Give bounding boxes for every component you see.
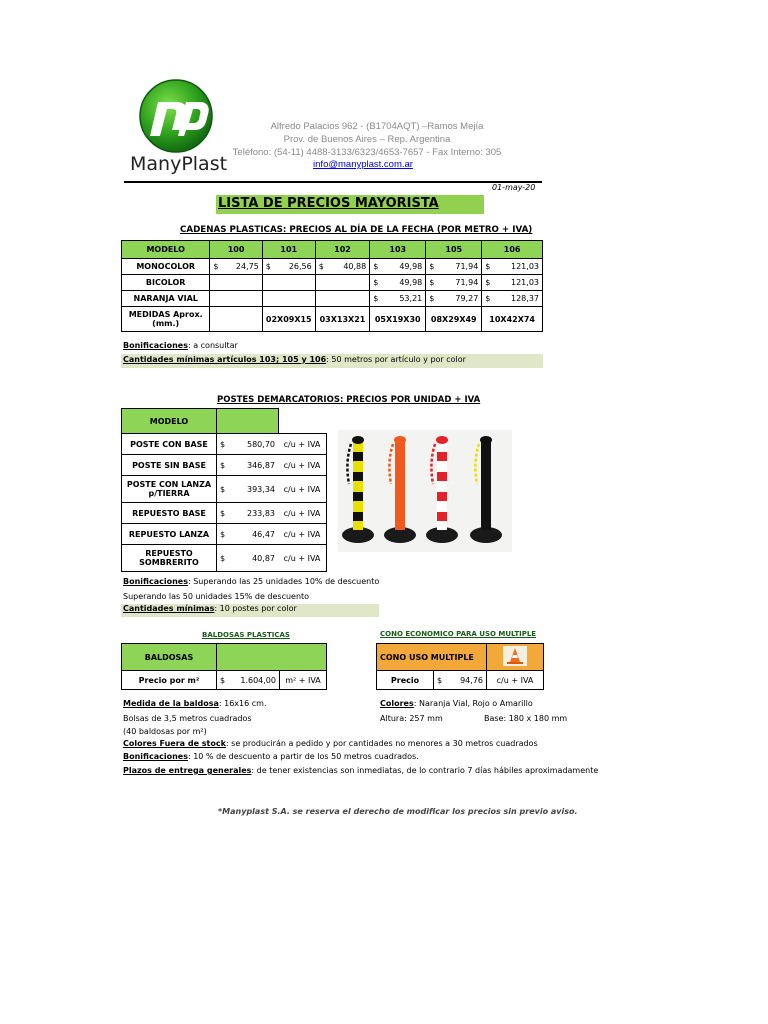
medida-102: 03X13X21 [315,307,369,332]
post-stripe [481,452,491,461]
post-stripe [395,472,405,481]
post-cap [436,436,448,444]
post-stripe [481,492,491,501]
medida-105: 08X29X49 [426,307,482,332]
cadenas-row-label: BICOLOR [122,275,210,291]
postes-header-blank [217,409,279,434]
cadenas-price-cell [482,259,543,275]
cadenas-bonif-label: Bonificaciones [123,341,188,350]
cadenas-header-row [122,241,543,259]
post-stripe [437,452,447,461]
postes-row-label: POSTE CON LANZA p/TIERRA [122,476,217,503]
footer-disclaimer: *Manyplast S.A. se reserva el derecho de modificar los precios sin previo aviso. [218,807,578,816]
post-stripe [481,512,491,521]
date: 01-may-20 [492,183,536,192]
currency-symbol: $ [429,262,435,271]
postes-cant-label: Cantidades mínimas [123,604,215,613]
currency-symbol: $ [485,262,491,271]
header-rule [124,181,542,183]
postes-row-label: REPUESTO BASE [122,503,217,524]
post-stripe [353,512,363,521]
notes-plazos-label: Plazos de entrega generales [123,766,252,775]
cono-price-row [377,671,544,690]
postes-title: POSTES DEMARCATORIOS: PRECIOS POR UNIDAD + IVA [217,395,481,405]
postes-bonif-text: : Superando las 25 unidades 10% de descuento [187,577,380,586]
price-value: 40,88 [343,262,367,271]
notes-altura: Altura: 257 mm [380,714,443,723]
cadenas-table [121,240,543,332]
unit-label: c/u + IVA [278,476,327,503]
baldosas-header-row [122,644,327,671]
cadenas-price-cell [315,259,369,275]
demarcation-posts-icon [338,430,512,552]
cadenas-price-cell [210,259,262,275]
price-value: 53,21 [399,294,423,303]
cadenas-title: CADENAS PLASTICAS: PRECIOS AL DÍA DE LA FECHA (POR METRO + IVA) [180,225,533,235]
currency-symbol: $ [217,503,232,524]
price-value: 26,56 [288,262,312,271]
baldosas-title: BALDOSAS PLASTICAS [202,631,290,639]
cadenas-header-modelo: MODELO [122,241,210,259]
notes-plazos-text: : de tener existencias son inmediatas, de lo contrario 7 días hábiles aproximadamente [251,766,599,775]
postes-header-modelo: MODELO [122,409,217,434]
currency-symbol: $ [217,476,232,503]
currency-symbol: $ [217,545,232,572]
baldosas-row-label: Precio por m² [122,671,217,690]
cadenas-header-105: 105 [426,241,482,259]
post-stripe [437,512,447,521]
currency-symbol: $ [265,262,271,271]
page-title [216,195,484,214]
notes-fuera-label: Colores Fuera de stock [123,739,226,748]
cadenas-medidas-row [122,307,543,332]
notes-medida-label: Medida de la baldosa [123,699,219,708]
cadenas-price-cell [426,259,482,275]
cadenas-price-cell [426,275,482,291]
postes-row-label: REPUESTO SOMBRERITO [122,545,217,572]
cadenas-cant-text: : 50 metros por artículo y por color [326,355,466,364]
cono-cur: $ [434,671,451,690]
price-value: 46,47 [231,524,278,545]
postes-row [122,476,327,503]
cono-title: CONO ECONOMICO PARA USO MULTIPLE [380,630,537,638]
baldosas-unit: m² + IVA [279,671,326,690]
price-value: 233,83 [231,503,278,524]
price-value: 24,75 [235,262,259,271]
cadenas-price-cell [370,259,426,275]
medida-103: 05X19X30 [370,307,426,332]
cadenas-price-cell [482,275,543,291]
baldosas-price: 1.604,00 [233,671,279,690]
cono-price: 94,76 [450,671,487,690]
cadenas-header-100: 100 [210,241,262,259]
currency-symbol: $ [373,262,379,271]
cadenas-price-cell [262,291,315,307]
currency-symbol: $ [217,524,232,545]
baldosas-header: BALDOSAS [122,644,217,671]
cadenas-cant-label: Cantidades mínimas artículos 103; 105 y 106 [123,355,327,364]
header-address: Alfredo Palacios 962 - (B1704AQT) –Ramos Mejía [270,121,484,132]
unit-label: c/u + IVA [278,524,327,545]
postes-bonif-label: Bonificaciones [123,577,188,586]
post-stripe [437,472,447,481]
cono-image-cell [487,644,544,671]
postes-cant-text: : 10 postes por color [214,604,297,613]
price-value: 580,70 [231,434,278,455]
baldosas-table [121,643,327,690]
postes-row-label: POSTE SIN BASE [122,455,217,476]
post-stripe [353,452,363,461]
unit-label: c/u + IVA [278,434,327,455]
price-value: 71,94 [455,262,479,271]
notes-medida-text: : 16x16 cm. [218,699,267,708]
header-phone: Teléfono: (54-11) 4488-3133/6323/4653-7657 - Fax Interno: 305 [232,147,502,158]
notes-colores-label: Colores [380,699,414,708]
price-value: 40,87 [231,545,278,572]
cadenas-price-cell [370,275,426,291]
cadenas-bonificaciones [123,341,238,350]
currency-symbol: $ [485,294,491,303]
price-value: 121,03 [511,262,539,271]
header-email-link[interactable]: info@manyplast.com.ar [313,159,413,170]
postes-row [122,503,327,524]
notes-bonif-text: : 10 % de descuento a partir de los 50 metros cuadrados. [187,752,419,761]
cadenas-header-103: 103 [370,241,426,259]
price-value: 71,94 [455,278,479,287]
post-stripe [437,492,447,501]
post-stripe [395,512,405,521]
cadenas-price-cell [210,275,262,291]
baldosas-price-row [122,671,327,690]
cono-header: CONO USO MULTIPLE [377,644,487,671]
header-province: Prov. de Buenos Aires – Rep. Argentina [283,134,451,145]
post-cap [480,436,492,444]
cadenas-row [122,259,543,275]
postes-row-label: POSTE CON BASE [122,434,217,455]
currency-symbol: $ [318,262,324,271]
cadenas-price-cell [426,291,482,307]
cadenas-header-102: 102 [315,241,369,259]
price-value: 393,34 [231,476,278,503]
notes-fuera-stock [123,739,538,748]
currency-symbol: $ [429,278,435,287]
cono-row-label: Precio [377,671,434,690]
cono-header-row [377,644,544,671]
currency-symbol: $ [213,262,219,271]
postes-product-image [338,430,512,552]
postes-row [122,455,327,476]
notes-fuera-text: : se producirán a pedido y por cantidades no menores a 30 metros cuadrados [225,739,538,748]
post-stripe [481,472,491,481]
notes-baldosas-m2: (40 baldosas por m²) [123,727,207,736]
currency-symbol: $ [373,294,379,303]
currency-symbol: $ [217,455,232,476]
post-stripe [353,492,363,501]
price-value: 79,27 [455,294,479,303]
cadenas-price-cell [315,275,369,291]
postes-header-row [122,409,327,434]
cadenas-price-cell [210,291,262,307]
currency-symbol: $ [217,434,232,455]
notes-medida [123,699,267,708]
notes-base: Base: 180 x 180 mm [484,714,568,723]
cadenas-header-106: 106 [482,241,543,259]
post-stripe [395,492,405,501]
unit-label: c/u + IVA [278,503,327,524]
cadenas-price-cell [482,291,543,307]
cadenas-price-cell [315,291,369,307]
cadenas-row-label: NARANJA VIAL [122,291,210,307]
post-cap [352,436,364,444]
brand-name: ManyPlast [130,153,228,175]
cadenas-price-cell [262,275,315,291]
notes-plazos [123,766,598,775]
baldosas-cur: $ [217,671,234,690]
price-value: 49,98 [399,278,423,287]
medida-100 [210,307,262,332]
cadenas-header-101: 101 [262,241,315,259]
post-stripe [395,452,405,461]
postes-row-label: REPUESTO LANZA [122,524,217,545]
notes-colores [380,699,533,708]
postes-row [122,434,327,455]
price-value: 49,98 [399,262,423,271]
post-stripe [353,472,363,481]
price-value: 128,37 [511,294,539,303]
unit-label: c/u + IVA [278,455,327,476]
postes-bonif-text2: Superando las 50 unidades 15% de descuento [123,592,310,601]
unit-label: c/u + IVA [278,545,327,572]
postes-row [122,545,327,572]
cadenas-price-cell [262,259,315,275]
cadenas-medidas-label: MEDIDAS Aprox. (mm.) [122,307,210,332]
cadenas-price-cell [370,291,426,307]
currency-symbol: $ [373,278,379,287]
notes-bolsas: Bolsas de 3,5 metros cuadrados [123,714,252,723]
cadenas-cantidades [121,354,543,368]
baldosas-header-blank [217,644,327,671]
notes-colores-text: : Naranja Vial, Rojo o Amarillo [413,699,533,708]
cono-unit: c/u + IVA [487,671,544,690]
postes-table [121,408,327,572]
price-value: 121,03 [511,278,539,287]
traffic-cone-icon [503,646,527,666]
cadenas-bonif-text: : a consultar [187,341,238,350]
currency-symbol: $ [429,294,435,303]
page-title-text: LISTA DE PRECIOS MAYORISTA [218,196,439,211]
postes-row [122,524,327,545]
medida-101: 02X09X15 [262,307,315,332]
cadenas-row [122,291,543,307]
post-cap [394,436,406,444]
postes-cantidades [121,604,379,617]
cadenas-row [122,275,543,291]
currency-symbol: $ [485,278,491,287]
medida-106: 10X42X74 [482,307,543,332]
notes-bonif-label: Bonificaciones [123,752,188,761]
notes-bonificaciones [123,752,419,761]
price-value: 346,87 [231,455,278,476]
postes-bonificaciones [123,577,379,586]
cadenas-row-label: MONOCOLOR [122,259,210,275]
cono-table [376,643,544,690]
